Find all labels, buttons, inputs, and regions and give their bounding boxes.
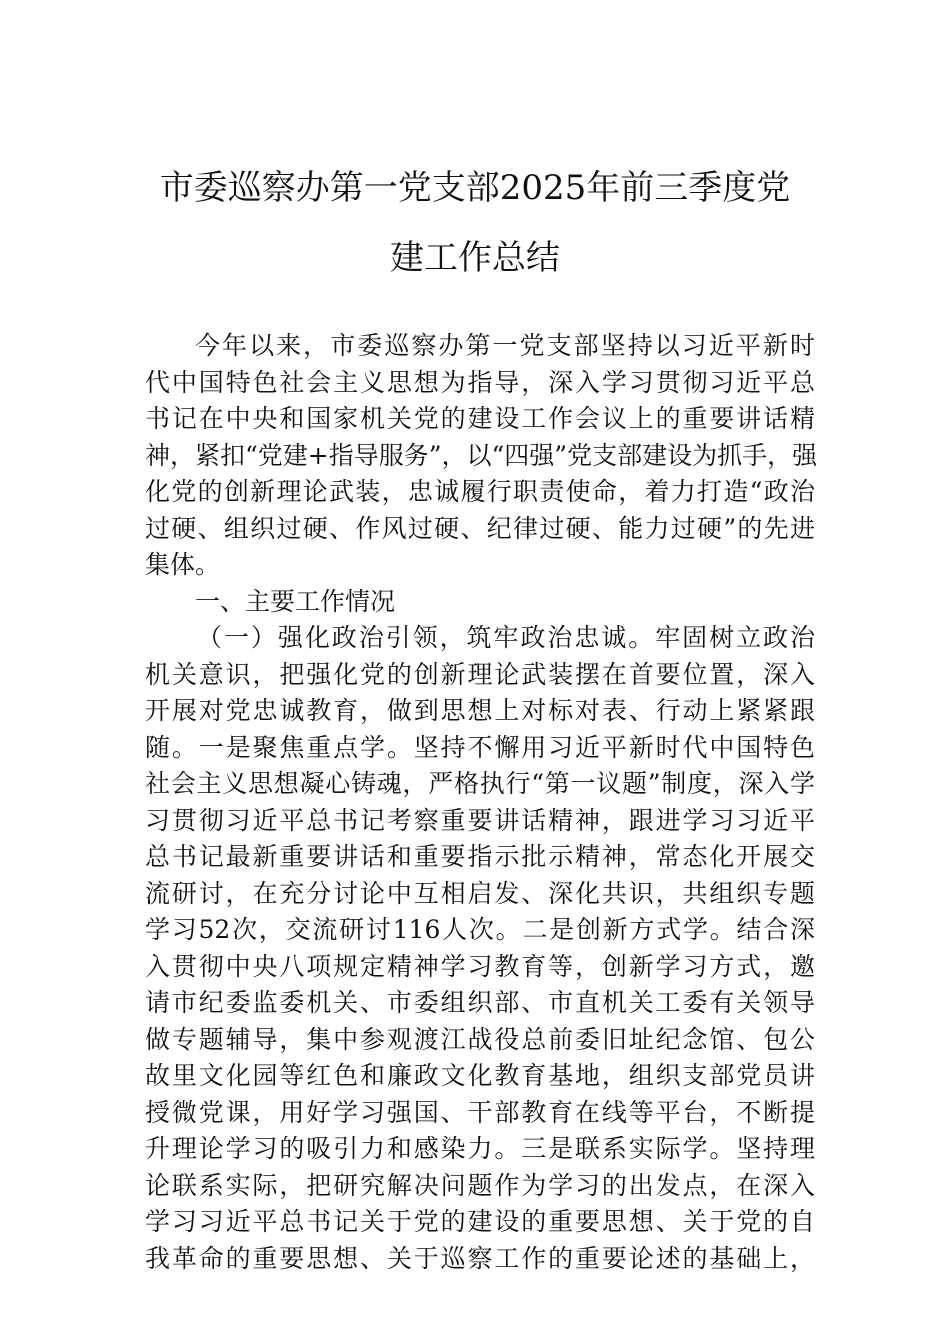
- paragraph-line: 化党的创新理论武装，忠诚履行职责使命，着力打造“政治: [145, 477, 815, 506]
- paragraph-line: 升理论学习的吸引力和感染力。三是联系实际学。坚持理: [145, 1134, 815, 1163]
- paragraph-line: 习贯彻习近平总书记考察重要讲话精神，跟进学习习近平: [145, 805, 815, 835]
- paragraph-line: 书记在中央和国家机关党的建设工作会议上的重要讲话精: [145, 404, 815, 433]
- document-body: [145, 328, 818, 1277]
- paragraph-line: 故里文化园等红色和廉政文化教育基地，组织支部党员讲: [145, 1061, 815, 1090]
- document-title-line-1: 市委巡察办第一党支部2025年前三季度党: [159, 168, 791, 208]
- paragraph-line: 请市纪委监委机关、市委组织部、市直机关工委有关领导: [145, 988, 815, 1017]
- paragraph-line: 今年以来，市委巡察办第一党支部坚持以习近平新时: [195, 331, 815, 360]
- paragraph-line: 学习习近平总书记关于党的建设的重要思想、关于党的自: [145, 1207, 815, 1236]
- paragraph-line: 流研讨，在充分讨论中互相启发、深化共识，共组织专题: [145, 878, 815, 908]
- paragraph-line: 授微党课，用好学习强国、干部教育在线等平台，不断提: [145, 1097, 815, 1127]
- paragraph-line: 集体。: [145, 550, 221, 579]
- paragraph-line: 机关意识，把强化党的创新理论武装摆在首要位置，深入: [145, 659, 815, 689]
- paragraph-line: （一）强化政治引领，筑牢政治忠诚。牢固树立政治: [197, 623, 815, 652]
- paragraph-line: 学习52次，交流研讨116人次。二是创新方式学。结合深: [145, 915, 815, 944]
- paragraph-line: 入贯彻中央八项规定精神学习教育等，创新学习方式，邀: [145, 951, 815, 981]
- paragraph-line: 总书记最新重要讲话和重要指示批示精神，常态化开展交: [145, 842, 815, 871]
- paragraph-line: 我革命的重要思想、关于巡察工作的重要论述的基础上，: [145, 1243, 815, 1273]
- paragraph-line: 神，紧扣“党建+指导服务”，以“四强”党支部建设为抓手，强: [145, 440, 818, 470]
- document-title-line-2: 建工作总结: [390, 238, 560, 278]
- paragraph-line: 开展对党忠诚教育，做到思想上对标对表、行动上紧紧跟: [145, 696, 815, 725]
- paragraph-line: 过硬、组织过硬、作风过硬、纪律过硬、能力过硬”的先进: [145, 513, 815, 543]
- paragraph-line: 代中国特色社会主义思想为指导，深入学习贯彻习近平总: [145, 367, 815, 397]
- section-heading: 一、主要工作情况: [195, 586, 396, 616]
- paragraph-line: 做专题辅导，集中参观渡江战役总前委旧址纪念馆、包公: [145, 1024, 815, 1054]
- paragraph-line: 论联系实际，把研究解决问题作为学习的出发点，在深入: [145, 1170, 815, 1200]
- paragraph-line: 随。一是聚焦重点学。坚持不懈用习近平新时代中国特色: [145, 732, 815, 762]
- paragraph-line: 社会主义思想凝心铸魂，严格执行“第一议题”制度，深入学: [145, 769, 815, 798]
